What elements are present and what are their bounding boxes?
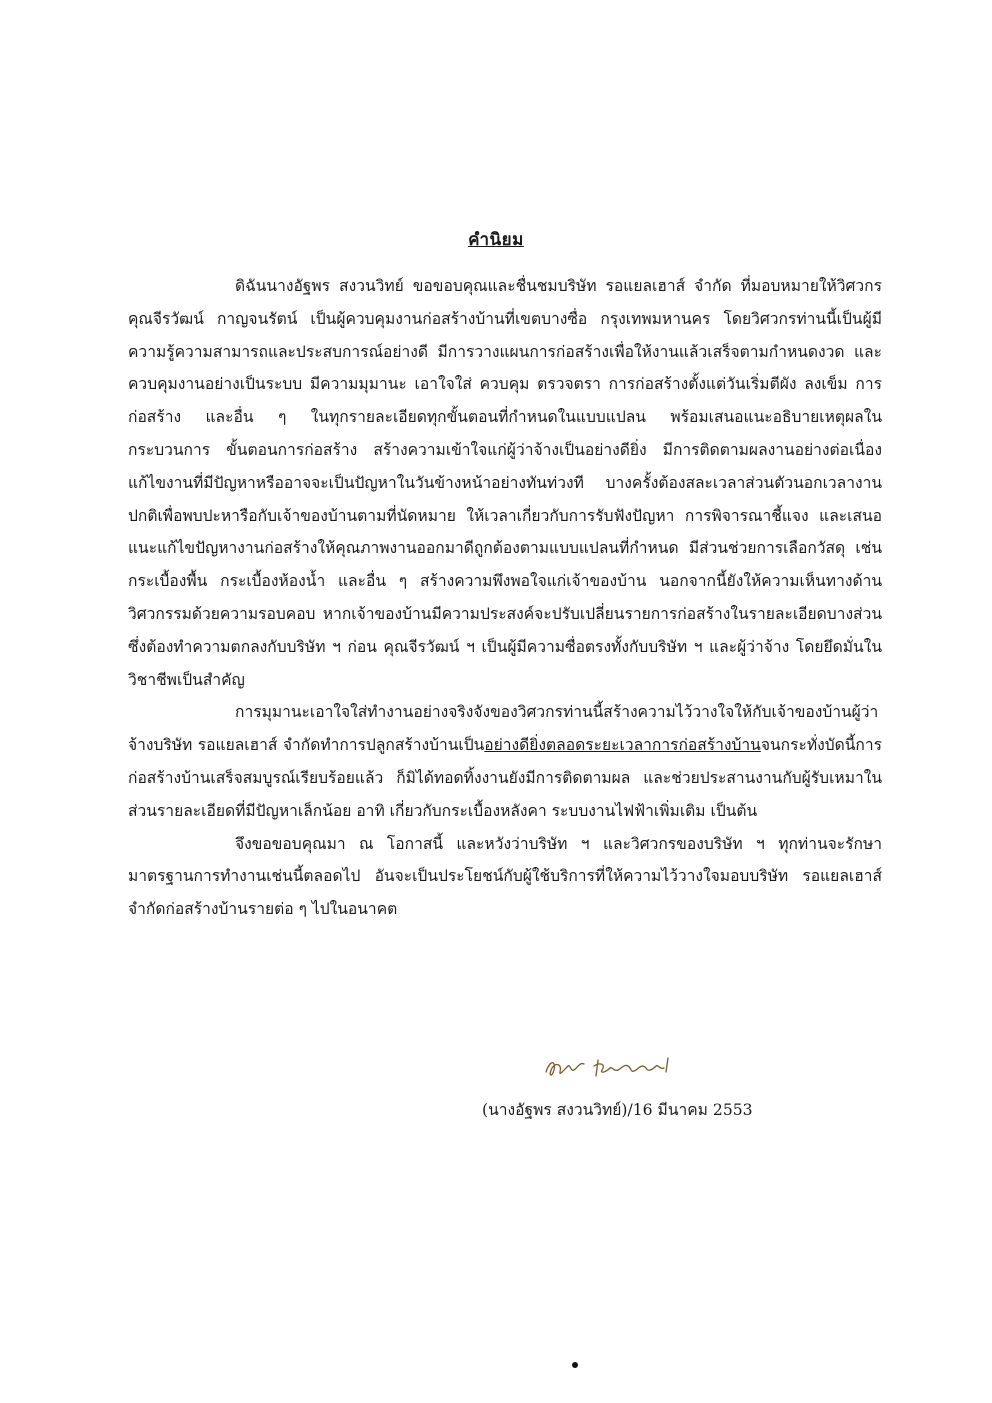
paragraph-3-text: จึงขอขอบคุณมา ณ โอกาสนี้ และหวังว่าบริษัท ฯ และวิศวกรของบริษัท ฯ ทุกท่านจะรักษามาตรฐานการทำงานเช่นนี้ตลอดไป อันจะเป็นประโยชน์กับผู้ใช้บริการที่ให้ความไว้วางใจมอบบริษัท รอแยลเฮาส์ จำกัดก่อสร้างบ้านรายต่อ ๆ ไปในอนาคต <box>128 834 882 919</box>
letter-body <box>128 270 882 926</box>
scan-mark <box>572 1362 578 1368</box>
paragraph-2 <box>128 696 882 827</box>
paragraph-3 <box>128 828 882 926</box>
signer-line: (นางอัฐพร สงวนวิทย์)/16 มีนาคม 2553 <box>482 1101 753 1119</box>
paragraph-2-after: จนกระทั่งบัดนี้การก่อสร้างบ้านเสร็จสมบูรณ์เรียบร้อยแล้ว ก็มิได้ทอดทิ้งงานยังมีการติดตามผล และช่วยประสานงานกับผู้รับเหมาในส่วนรายละเอียดที่มีปัญหาเล็กน้อย อาทิ เกี่ยวกับกระเบื้องหลังคา ระบบงานไฟฟ้าเพิ่มเติม เป็นต้น <box>128 736 882 820</box>
handwritten-signature <box>540 1050 690 1086</box>
paragraph-1 <box>128 270 882 696</box>
page-title: คำนิยม <box>468 230 524 250</box>
paragraph-2-underlined: อย่างดียิ่งตลอดระยะเวลาการก่อสร้างบ้าน <box>484 736 761 755</box>
paragraph-2-text: การมุมานะเอาใจใส่ทำงานอย่างจริงจังของวิศวกรท่านนี้สร้างความไว้วางใจให้กับเจ้าของบ้านผู้ว่าจ้างบริษัท รอแยลเฮาส์ จำกัดทำการปลูกสร้างบ้านเป็น <box>128 703 879 755</box>
paragraph-1-text: ดิฉันนางอัฐพร สงวนวิทย์ ขอขอบคุณและชื่นชมบริษัท รอแยลเฮาส์ จำกัด ที่มอบหมายให้วิศวกร คุณจีรวัฒน์ กาญจนรัตน์ เป็นผู้ควบคุมงานก่อสร้างบ้านที่เขตบางซื่อ กรุงเทพมหานคร โดยวิศวกรท่านนี้เป็นผู้มีความรู้ความสามารถและประสบการณ์อย่างดี มีการวางแผนการก่อสร้างเพื่อให้งานแล้วเสร็จตามกำหนดงวด และควบคุมงานอย่างเป็นระบบ มีความมุมานะ เอาใจใส่ ควบคุม ตรวจตรา การก่อสร้างตั้งแต่วันเริ่มตีผัง ลงเข็ม การก่อสร้าง และอื่น ๆ ในทุกรายละเอียดทุกขั้นตอนที่กำหนดในแบบแปลน พร้อมเสนอแนะอธิบายเหตุผลในกระบวนการ ขั้นตอนการก่อสร้าง สร้างความเข้าใจแก่ผู้ว่าจ้างเป็นอย่างดียิ่ง มีการติดตามผลงานอย่างต่อเนื่อง แก้ไขงานที่มีปัญหาหรืออาจจะเป็นปัญหาในวันข้างหน้าอย่างทันท่วงที บางครั้งต้องสละเวลาส่วนตัวนอกเวลางานปกติเพื่อพบปะหารือกับเจ้าของบ้านตามที่นัดหมาย ให้เวลาเกี่ยวกับการรับฟังปัญหา การพิจารณาชี้แจง และเสนอแนะแก้ไขปัญหางานก่อสร้างให้คุณภาพงานออกมาดีถูกต้องตามแบบแปลนที่กำหนด มีส่วนช่วยการเลือกวัสดุ เช่น กระเบื้องพื้น กระเบื้องห้องน้ำ และอื่น ๆ สร้างความพึงพอใจแก่เจ้าของบ้าน นอกจากนี้ยังให้ความเห็นทางด้านวิศวกรรมด้วยความรอบคอบ หากเจ้าของบ้านมีความประสงค์จะปรับเปลี่ยนรายการก่อสร้างในรายละเอียดบางส่วนซึ่งต้องทำความตกลงกับบริษัท ฯ ก่อน คุณจีรวัฒน์ ฯ เป็นผู้มีความซื่อตรงทั้งกับบริษัท ฯ และผู้ว่าจ้าง โดยยึดมั่นในวิชาชีพเป็นสำคัญ <box>128 277 882 689</box>
